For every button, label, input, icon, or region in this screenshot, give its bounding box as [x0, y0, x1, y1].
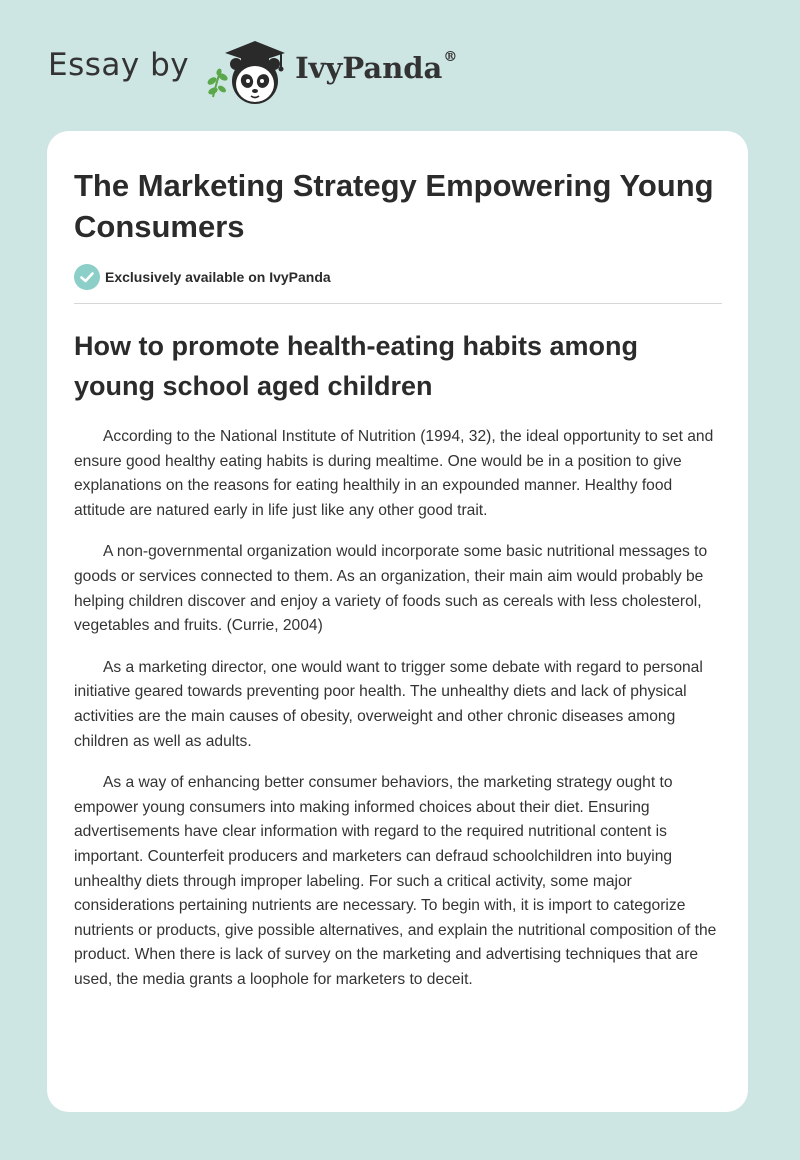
registered-mark: ®: [443, 49, 458, 65]
panda-graduate-logo-icon[interactable]: [203, 31, 293, 111]
exclusive-badge: [74, 264, 331, 290]
section-heading: How to promote health-eating habits among young school aged children: [74, 331, 639, 401]
essay-card: [47, 131, 748, 1112]
site-header: [48, 30, 568, 110]
essay-by-label: Essay by: [48, 47, 190, 83]
paragraph: As a marketing director, one would want to trigger some debate with regard to personal initiative geared towards preventing poor health. The unhealthy diets and lack of physical activities are the main causes of obesity, overweight and other chronic diseases among children as well as adults.: [74, 658, 703, 750]
paragraph: A non-governmental organization would incorporate some basic nutritional messages to goods or services connected to them. As an organization, their main aim would probably be helping children discover and enjoy a variety of foods such as cereals with less cholesterol, vegetables and fruits. (Currie, 2004): [74, 543, 708, 635]
essay-body: [74, 425, 724, 1009]
document-title: The Marketing Strategy Empowering Young Consumers: [74, 168, 714, 244]
paragraph: As a way of enhancing better consumer behaviors, the marketing strategy ought to empower young consumers into making informed choices about their diet. Ensuring advertisements have clear information with regard to the required nutritional content is important. Counterfeit producers and marketers can defraud schoolchildren into buying unhealthy diets through improper labeling. For such a critical activity, some major considerations pertaining nutrients are necessary. To begin with, it is import to categorize nutrients or products, give possible alternatives, and explain the nutritional composition of the product. When there is lack of survey on the marketing and advertising techniques that are used, the media grants a loophole for marketers to deceit.: [74, 774, 717, 988]
brand-name-text: IvyPanda: [295, 51, 443, 85]
divider: [74, 303, 722, 304]
exclusive-badge-text: Exclusively available on IvyPanda: [105, 269, 331, 285]
check-circle-icon: [74, 264, 100, 290]
brand-name[interactable]: [295, 51, 457, 85]
paragraph: According to the National Institute of Nutrition (1994, 32), the ideal opportunity to set and ensure good healthy eating habits is during mealtime. One would be in a position to give explanations on the reasons for eating healthily in an expounded manner. Healthy food attitude are natured early in life just like any other good trait.: [74, 428, 714, 519]
